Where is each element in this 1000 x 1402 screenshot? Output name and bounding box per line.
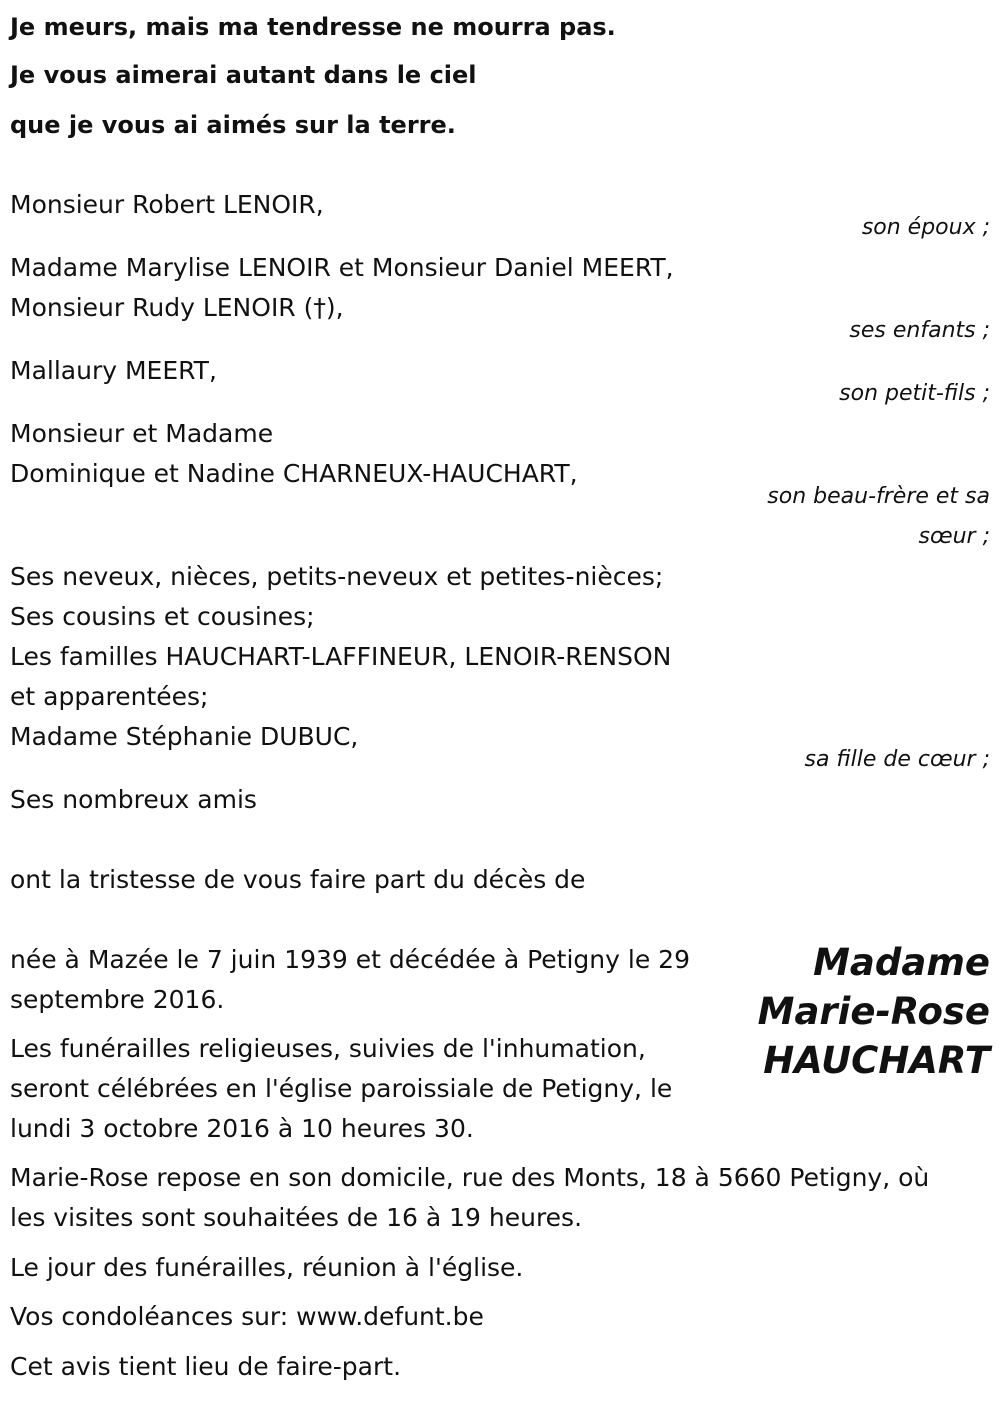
deceased-name	[730, 938, 990, 1085]
announcement-line: ont la tristesse de vous faire part du décès de	[10, 865, 586, 894]
quote-line-1: Je meurs, mais ma tendresse ne mourra pas.	[10, 13, 616, 41]
siblings-role-line-1: son beau-frère et sa	[767, 484, 990, 509]
siblings-role-line-2: sœur ;	[918, 524, 990, 549]
quote-line-3: que je vous ai aimés sur la terre.	[10, 111, 456, 139]
friends-line: Ses nombreux amis	[10, 785, 257, 814]
deceased-name-line-1: Madame	[813, 941, 990, 984]
child-line-2: Monsieur Rudy LENOIR (†),	[10, 293, 344, 322]
heart-daughter-role: sa fille de cœur ;	[804, 747, 990, 772]
sibling-line-2: Dominique et Nadine CHARNEUX-HAUCHART,	[10, 459, 578, 488]
quote-line-2: Je vous aimerai autant dans le ciel	[10, 61, 477, 89]
funeral-line-1: Les funérailles religieuses, suivies de l'inhumation,	[10, 1034, 646, 1063]
notice-line: Cet avis tient lieu de faire-part.	[10, 1352, 402, 1381]
others-line-5: Madame Stéphanie DUBUC,	[10, 722, 359, 751]
children-role: ses enfants ;	[849, 318, 990, 343]
child-line-1: Madame Marylise LENOIR et Monsieur Daniel MEERT,	[10, 253, 674, 282]
funeral-line-3: lundi 3 octobre 2016 à 10 heures 30.	[10, 1114, 474, 1143]
deceased-name-line-2: Marie-Rose	[757, 990, 990, 1033]
others-line-3: Les familles HAUCHART-LAFFINEUR, LENOIR-RENSON	[10, 642, 672, 671]
grandson-name: Mallaury MEERT,	[10, 356, 217, 385]
birth-death-line-1: née à Mazée le 7 juin 1939 et décédée à Petigny le 29	[10, 945, 690, 974]
condolences-line: Vos condoléances sur: www.defunt.be	[10, 1302, 484, 1331]
grandson-role: son petit-fils ;	[839, 381, 990, 406]
others-line-2: Ses cousins et cousines;	[10, 602, 315, 631]
repose-line-1: Marie-Rose repose en son domicile, rue des Monts, 18 à 5660 Petigny, où	[10, 1163, 930, 1192]
birth-death-line-2: septembre 2016.	[10, 985, 225, 1014]
funeral-line-2: seront célébrées en l'église paroissiale de Petigny, le	[10, 1074, 673, 1103]
others-line-4: et apparentées;	[10, 682, 209, 711]
spouse-name: Monsieur Robert LENOIR,	[10, 190, 324, 219]
repose-line-2: les visites sont souhaitées de 16 à 19 heures.	[10, 1203, 583, 1232]
others-line-1: Ses neveux, nièces, petits-neveux et petites-nièces;	[10, 562, 664, 591]
meeting-line: Le jour des funérailles, réunion à l'église.	[10, 1253, 524, 1282]
deceased-name-line-3: HAUCHART	[763, 1039, 990, 1082]
sibling-line-1: Monsieur et Madame	[10, 419, 274, 448]
spouse-role: son époux ;	[861, 215, 990, 240]
